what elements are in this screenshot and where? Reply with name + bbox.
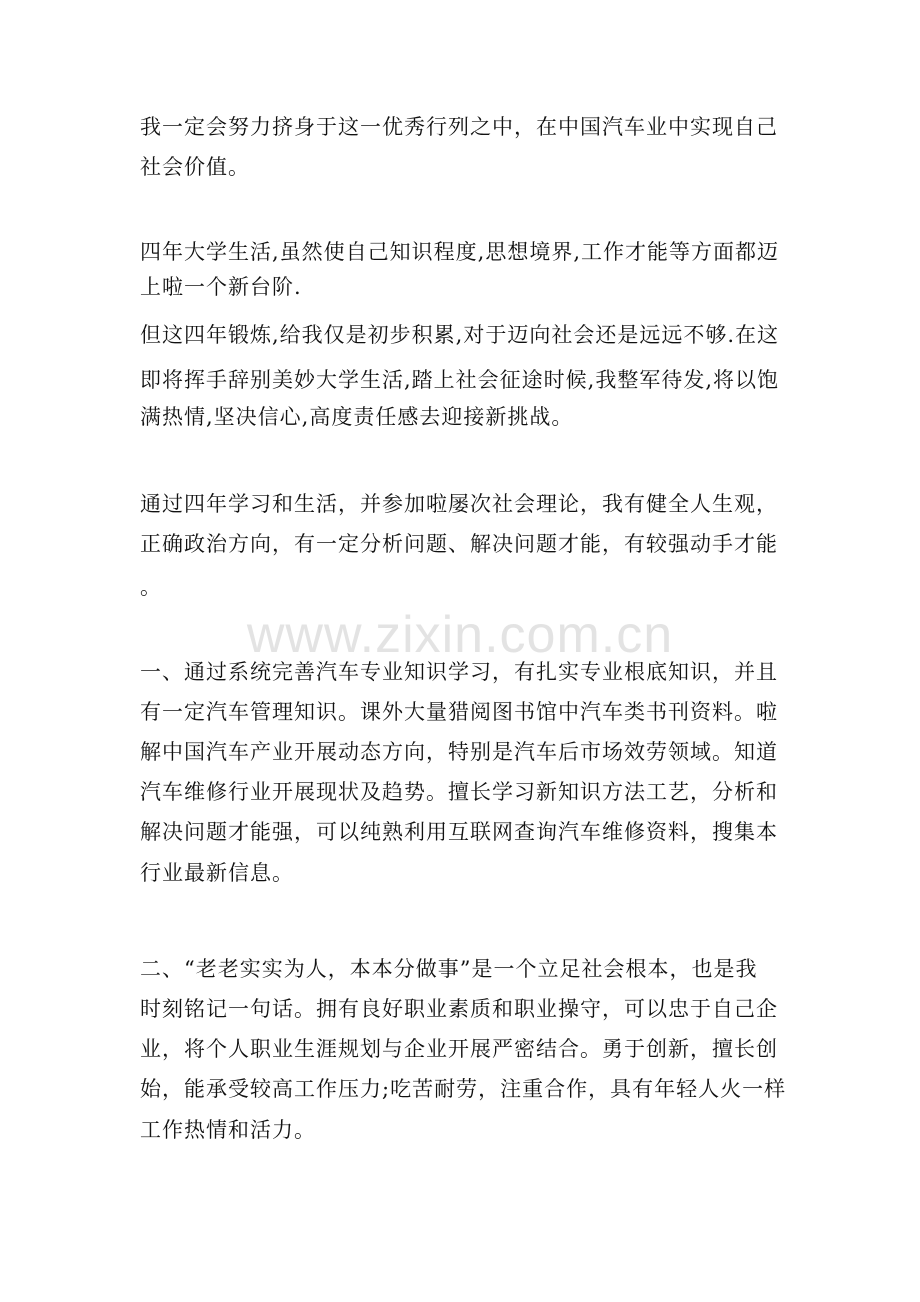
paragraph-2-line-5: 满热情,坚决信心,高度责任感去迎接新挑战。: [140, 405, 574, 429]
paragraph-4-line-6: 行业最新信息。: [140, 861, 294, 885]
paragraph-2-line-3: 但这四年锻炼,给我仅是初步积累,对于迈向社会还是远远不够.在这: [140, 323, 780, 347]
paragraph-5-line-2: 时刻铭记一句话。拥有良好职业素质和职业操守，可以忠于自己企: [140, 997, 778, 1021]
paragraph-4-line-1: 一、通过系统完善汽车专业知识学习，有扎实专业根底知识，并且: [140, 660, 778, 684]
watermark: www.zixin.com.cn: [246, 606, 674, 664]
paragraph-1-line-2: 社会价值。: [140, 155, 250, 179]
paragraph-5-line-3: 业，将个人职业生涯规划与企业开展严密结合。勇于创新，擅长创: [140, 1037, 778, 1061]
paragraph-5-line-4: 始，能承受较高工作压力;吃苦耐劳，注重合作，具有年轻人火一样: [140, 1077, 787, 1101]
paragraph-4-line-2: 有一定汽车管理知识。课外大量猎阅图书馆中汽车类书刊资料。啦: [140, 700, 778, 724]
paragraph-4-line-3: 解中国汽车产业开展动态方向，特别是汽车后市场效劳领域。知道: [140, 740, 778, 764]
paragraph-2-line-4: 即将挥手辞别美妙大学生活,踏上社会征途时候,我整军待发,将以饱: [140, 368, 780, 392]
paragraph-5-line-5: 工作热情和活力。: [140, 1118, 316, 1142]
paragraph-4-line-4: 汽车维修行业开展现状及趋势。擅长学习新知识方法工艺，分析和: [140, 780, 778, 804]
paragraph-3-line-3: 。: [140, 575, 162, 599]
paragraph-5-line-1: 二、“老老实实为人，本本分做事”是一个立足社会根本，也是我: [140, 957, 758, 981]
paragraph-3-line-1: 通过四年学习和生活，并参加啦屡次社会理论，我有健全人生观，: [140, 492, 778, 516]
paragraph-1-line-1: 我一定会努力挤身于这一优秀行列之中，在中国汽车业中实现自己: [140, 115, 778, 139]
paragraph-2-line-2: 上啦一个新台阶.: [140, 275, 302, 299]
paragraph-4-line-5: 解决问题才能强，可以纯熟利用互联网查询汽车维修资料，搜集本: [140, 820, 778, 844]
paragraph-3-line-2: 正确政治方向，有一定分析问题、解决问题才能，有较强动手才能: [140, 532, 778, 556]
paragraph-2-line-1: 四年大学生活,虽然使自己知识程度,思想境界,工作才能等方面都迈: [140, 240, 780, 264]
